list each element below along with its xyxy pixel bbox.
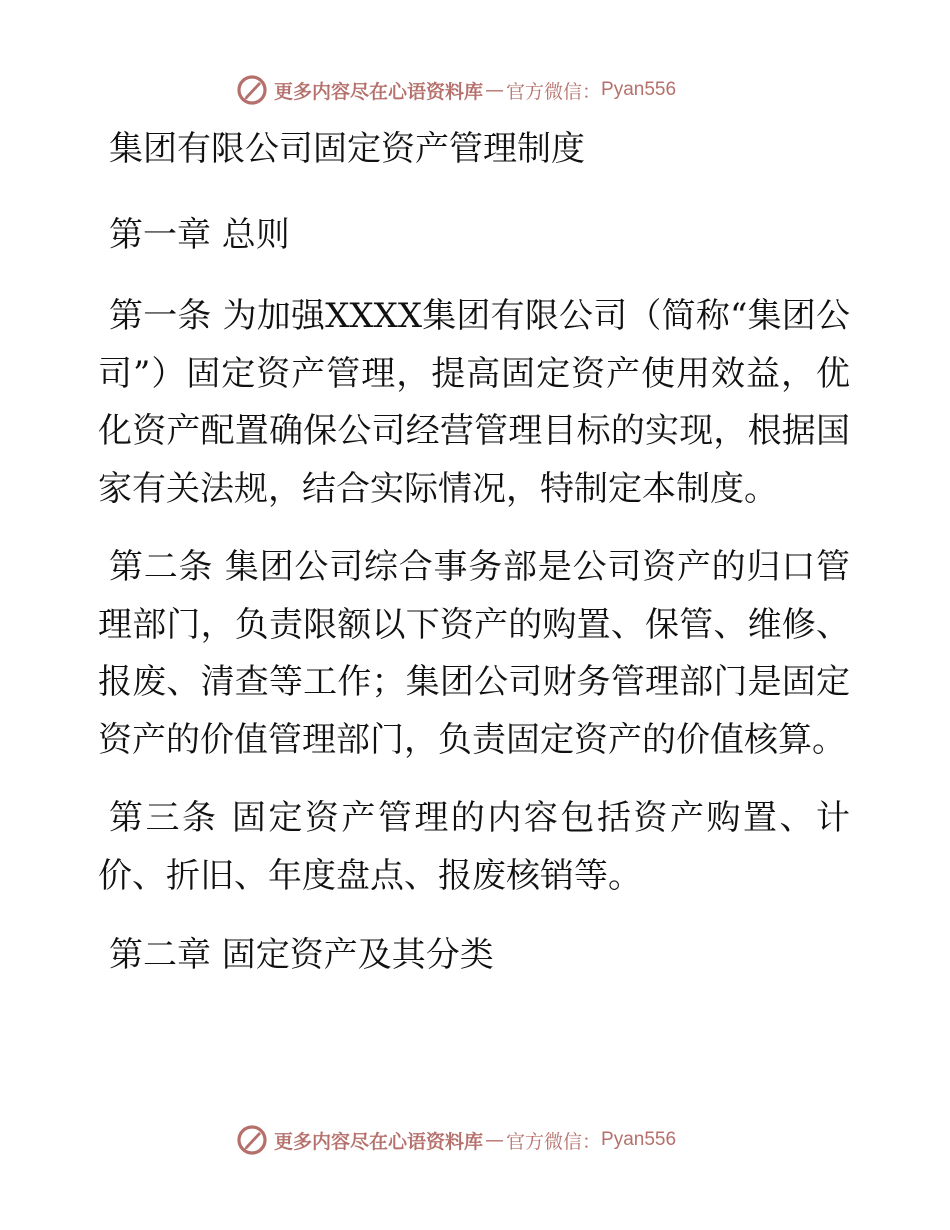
watermark-wechat-id: Pyan556	[601, 79, 677, 100]
quill-pen-logo-icon	[236, 74, 268, 106]
quill-pen-logo-icon	[236, 1124, 268, 1156]
footer-watermark	[236, 1122, 676, 1158]
watermark-brand-text: 更多内容尽在心语资料库	[274, 1130, 484, 1153]
article-1: 第一条 为加强XXXX集团有限公司（简称“集团公司”）固定资产管理，提高固定资产使用效益，优化资产配置确保公司经营管理目标的实现，根据国家有关法规，结合实际情况，特制定本制度。	[98, 296, 850, 509]
chapter-1-heading: 第一章 总则	[109, 215, 290, 255]
watermark-wechat-label: 官方微信：	[506, 80, 602, 103]
chapter-2-heading: 第二章 固定资产及其分类	[109, 935, 494, 975]
watermark-brand-text: 更多内容尽在心语资料库	[274, 80, 484, 103]
watermark-wechat-label: 官方微信：	[506, 1130, 602, 1153]
document-title: 集团有限公司固定资产管理制度	[109, 129, 585, 169]
article-3: 第三条 固定资产管理的内容包括资产购置、计价、折旧、年度盘点、报废核销等。	[98, 798, 850, 896]
article-2: 第二条 集团公司综合事务部是公司资产的归口管理部门，负责限额以下资产的购置、保管、维修、报废、清查等工作；集团公司财务管理部门是固定资产的价值管理部门，负责固定资产的价值核算。	[98, 547, 850, 760]
header-watermark	[236, 72, 676, 108]
watermark-separator: —	[485, 79, 505, 101]
watermark-separator: —	[485, 1129, 505, 1151]
document-body	[98, 120, 850, 1008]
watermark-wechat-id: Pyan556	[601, 1129, 677, 1150]
